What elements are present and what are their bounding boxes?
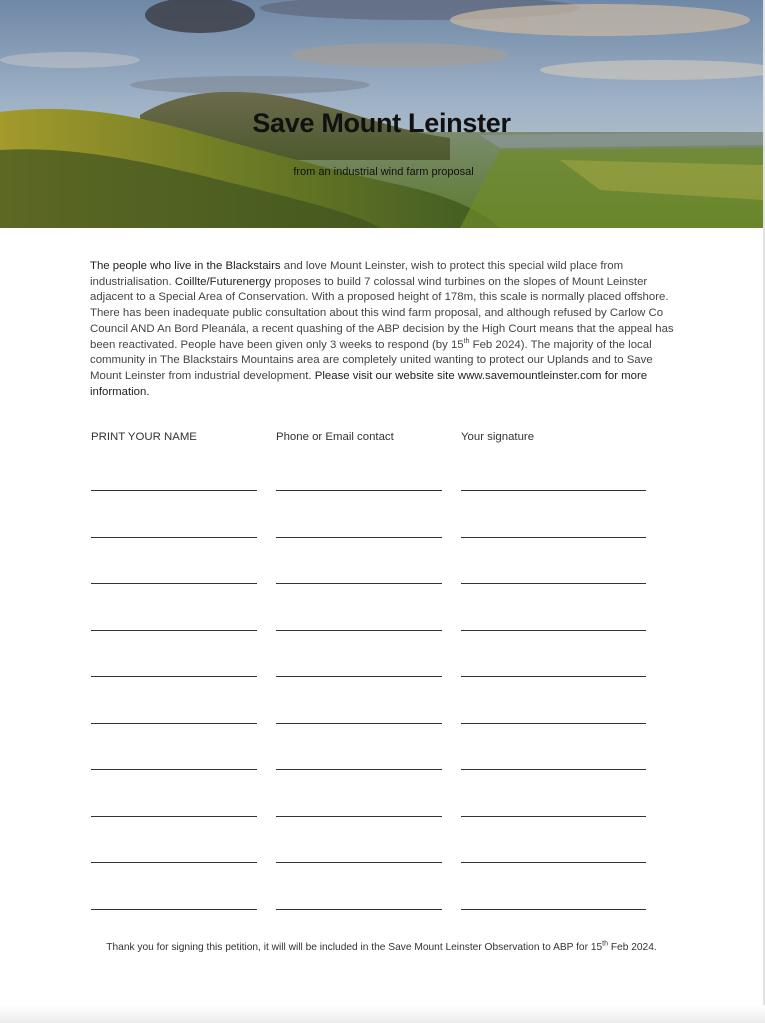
signature-line-7[interactable] [461, 769, 646, 770]
contact-line-7[interactable] [276, 769, 442, 770]
name-line-5[interactable] [91, 676, 257, 677]
intro-paragraph [90, 259, 676, 400]
contact-line-9[interactable] [276, 862, 442, 863]
intro-text-1: and love Mount Leinster, wish to protect this special wild place from industrialisation. [90, 260, 624, 288]
signature-line-8[interactable] [461, 816, 646, 817]
signature-line-10[interactable] [461, 909, 646, 910]
signature-line-4[interactable] [461, 630, 646, 631]
signature-line-5[interactable] [461, 676, 646, 677]
signature-line-1[interactable] [461, 490, 646, 491]
contact-line-1[interactable] [276, 490, 442, 491]
website-link: Please visit our website site www.savemountleinster.com [314, 369, 602, 382]
intro-text-4: for more information. [90, 369, 648, 398]
intro-company: Coillte/Futurenergy [174, 275, 272, 288]
footer-end: Feb 2024. [608, 942, 657, 953]
contact-line-2[interactable] [276, 537, 442, 538]
intro-text-2: proposes to build 7 colossal wind turbines on the slopes of Mount Leinster adjacent to a Special Area of Conservation. With a proposed height of 178m, this scale is normally placed offshore. There has been inadequate public consultation about this wind farm proposal, and although refused by Carlow Co Council AND An Bord Pleanála, a recent quashing of the ABP decision by the High Court means that the appeal has been reactivated. People have been given only 3 weeks to respond (by 15 [90, 275, 674, 351]
signature-line-6[interactable] [461, 723, 646, 724]
name-line-6[interactable] [91, 723, 257, 724]
name-line-2[interactable] [91, 537, 257, 538]
contact-line-5[interactable] [276, 676, 442, 677]
name-line-10[interactable] [91, 909, 257, 910]
contact-line-4[interactable] [276, 630, 442, 631]
column-header-name: PRINT YOUR NAME [91, 431, 197, 443]
name-line-3[interactable] [91, 583, 257, 584]
name-line-4[interactable] [91, 630, 257, 631]
signature-line-3[interactable] [461, 583, 646, 584]
contact-line-10[interactable] [276, 909, 442, 910]
name-line-8[interactable] [91, 816, 257, 817]
page-bottom-fade [0, 1005, 765, 1023]
contact-line-6[interactable] [276, 723, 442, 724]
intro-text-3: Feb 2024). The majority of the local community in The Blackstairs Mountains area are completely united wanting to protect our Uplands and to Save Mount Leinster from industrial development. [90, 338, 653, 382]
name-line-9[interactable] [91, 862, 257, 863]
page-title: Save Mount Leinster [252, 108, 511, 138]
name-line-1[interactable] [91, 490, 257, 491]
contact-line-8[interactable] [276, 816, 442, 817]
signature-line-2[interactable] [461, 537, 646, 538]
footer-superscript: th [602, 940, 608, 948]
footer-text: Thank you for signing this petition, it will will be included in the Save Mount Leinster Observation to ABP for 15 [106, 942, 603, 953]
name-line-7[interactable] [91, 769, 257, 770]
column-header-signature: Your signature [461, 431, 535, 443]
footer-note [0, 942, 763, 953]
intro-superscript: th [463, 337, 470, 345]
contact-line-3[interactable] [276, 583, 442, 584]
intro-lead: The people who live in the Blackstairs [90, 260, 281, 272]
page-subtitle: from an industrial wind farm proposal [293, 166, 474, 178]
signature-line-9[interactable] [461, 862, 646, 863]
column-header-contact: Phone or Email contact [276, 431, 394, 443]
